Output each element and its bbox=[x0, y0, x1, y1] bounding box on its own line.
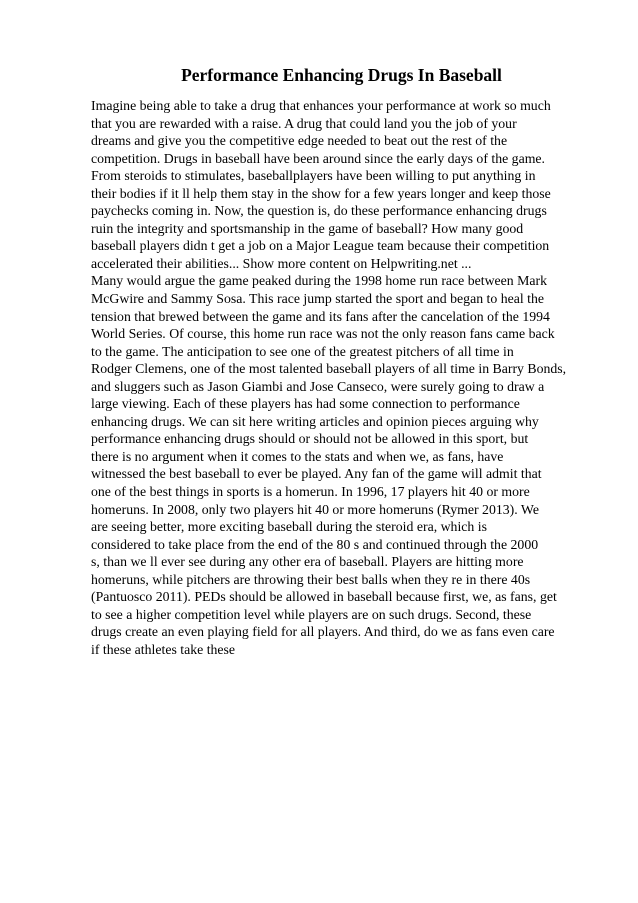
body-line: enhancing drugs. We can sit here writing articles and opinion pieces arguing why bbox=[91, 413, 539, 429]
body-line: paychecks coming in. Now, the question is, do these performance enhancing drugs bbox=[91, 203, 547, 219]
body-line: considered to take place from the end of the 80 s and continued through the 2000 bbox=[91, 536, 539, 552]
body-line: ruin the integrity and sportsmanship in the game of baseball? How many good bbox=[91, 220, 524, 236]
body-line: there is no argument when it comes to the stats and when we, as fans, have bbox=[91, 448, 504, 464]
body-line: tension that brewed between the game and its fans after the cancelation of the 1994 bbox=[91, 308, 550, 324]
body-line: Many would argue the game peaked during the 1998 home run race between Mark bbox=[91, 273, 548, 289]
document-body bbox=[91, 97, 566, 659]
body-line: accelerated their abilities... Show more content on Helpwriting.net ... bbox=[91, 255, 472, 271]
body-line: competition. Drugs in baseball have been around since the early days of the game. bbox=[91, 150, 545, 166]
body-line: one of the best things in sports is a homerun. In 1996, 17 players hit 40 or more bbox=[91, 484, 530, 500]
body-line: drugs create an even playing field for all players. And third, do we as fans even care bbox=[91, 624, 555, 640]
body-line: McGwire and Sammy Sosa. This race jump started the sport and began to heal the bbox=[91, 291, 545, 307]
body-line: From steroids to stimulates, baseballplayers have been willing to put anything in bbox=[91, 168, 536, 184]
body-line: baseball players didn t get a job on a Major League team because their competition bbox=[91, 238, 550, 254]
body-line: performance enhancing drugs should or should not be allowed in this sport, but bbox=[91, 431, 529, 447]
body-line: to see a higher competition level while players are on such drugs. Second, these bbox=[91, 606, 532, 622]
body-line: witnessed the best baseball to ever be played. Any fan of the game will admit that bbox=[91, 466, 542, 482]
body-line: large viewing. Each of these players has had some connection to performance bbox=[91, 396, 520, 412]
document-title: Performance Enhancing Drugs In Baseball bbox=[181, 65, 502, 85]
body-line: and sluggers such as Jason Giambi and Jose Canseco, were surely going to draw a bbox=[91, 378, 545, 394]
body-line: s, than we ll ever see during any other era of baseball. Players are hitting more bbox=[91, 554, 524, 570]
body-line: are seeing better, more exciting baseball during the steroid era, which is bbox=[91, 519, 487, 535]
body-line: World Series. Of course, this home run race was not the only reason fans came back bbox=[91, 326, 555, 342]
body-line: that you are rewarded with a raise. A drug that could land you the job of your bbox=[91, 115, 517, 131]
body-line: (Pantuosco 2011). PEDs should be allowed in baseball because first, we, as fans, get bbox=[91, 589, 557, 605]
body-line: their bodies if it ll help them stay in the show for a few years longer and keep those bbox=[91, 185, 551, 201]
body-line: homeruns. In 2008, only two players hit 40 or more homeruns (Rymer 2013). We bbox=[91, 501, 539, 517]
body-line: to the game. The anticipation to see one of the greatest pitchers of all time in bbox=[91, 343, 514, 359]
body-line: if these athletes take these bbox=[91, 641, 236, 657]
body-line: Rodger Clemens, one of the most talented baseball players of all time in Barry Bonds, bbox=[91, 361, 567, 377]
body-line: homeruns, while pitchers are throwing their best balls when they re in there 40s bbox=[91, 571, 531, 587]
body-line: dreams and give you the competitive edge needed to beat out the rest of the bbox=[91, 133, 508, 149]
body-line: Imagine being able to take a drug that enhances your performance at work so much bbox=[91, 98, 551, 113]
